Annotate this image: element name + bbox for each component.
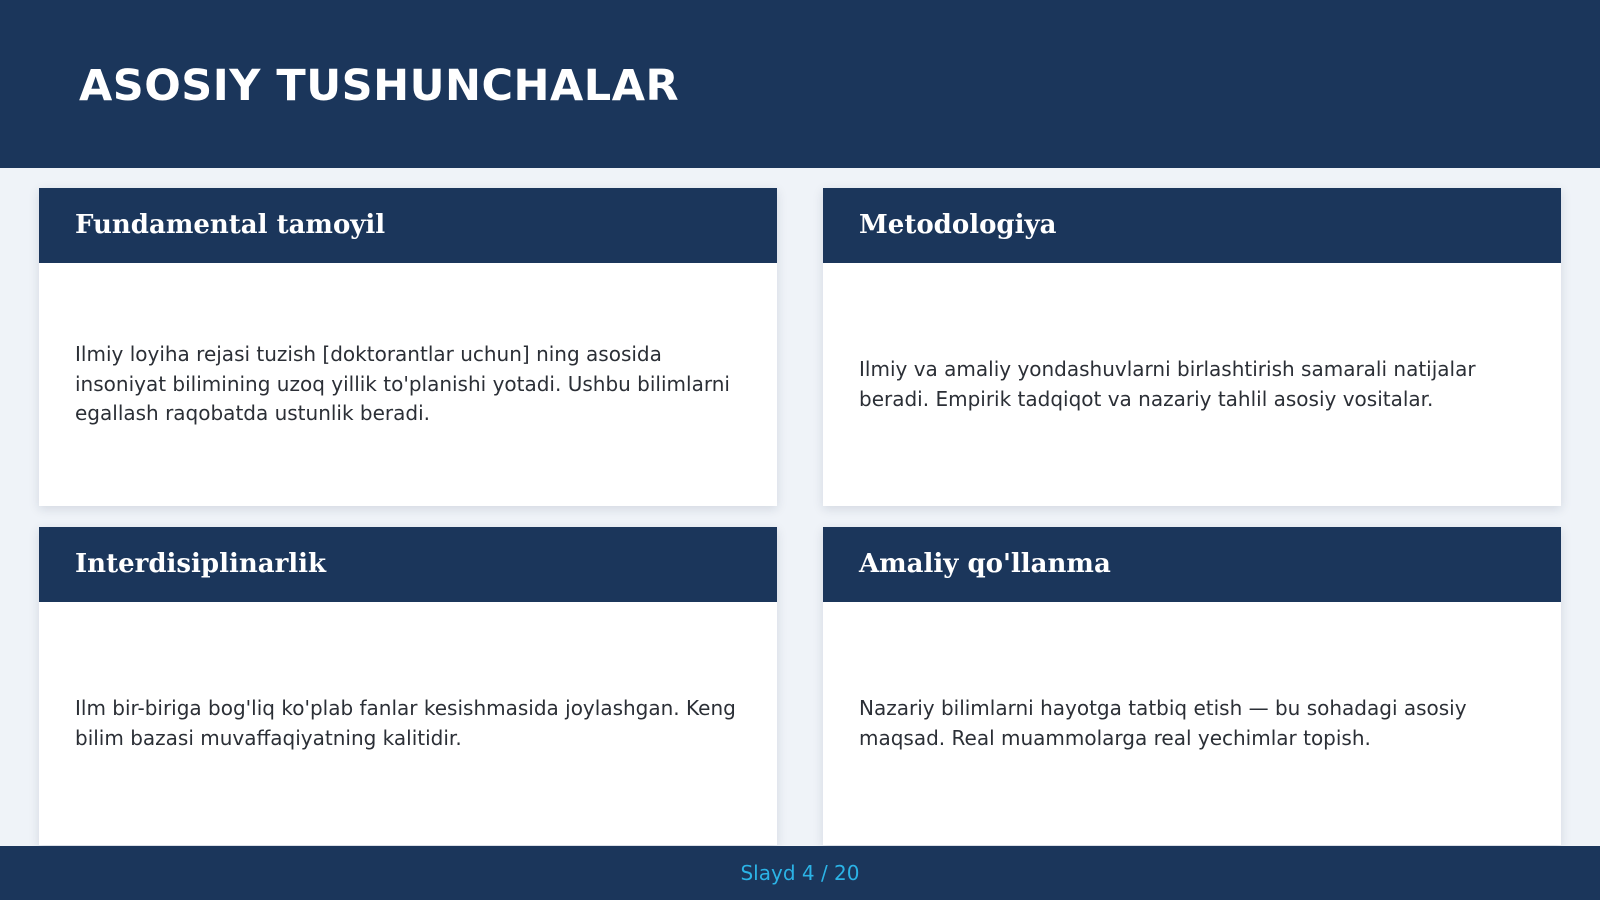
card-text: Nazariy bilimlarni hayotga tatbiq etish — bu sohadagi asosiy maqsad. Real muammolarga real yechimlar topish.: [859, 696, 1467, 750]
card-text: Ilm bir-biriga bog'liq ko'plab fanlar kesishmasida joylashgan. Keng bilim bazasi muvaffaqiyatning kalitidir.: [75, 696, 736, 750]
card-text: Ilmiy loyiha rejasi tuzish [doktorantlar uchun] ning asosida insoniyat bilimining uzoq yillik to'planishi yotadi. Ushbu bilimlarni egallash raqobatda ustunlik beradi.: [75, 342, 730, 426]
card-body: [859, 602, 1525, 845]
slide-title: ASOSIY TUSHUNCHALAR: [79, 61, 680, 111]
concept-card-fundamental: [39, 188, 777, 506]
card-header: [39, 527, 777, 602]
slide-header: [0, 0, 1600, 168]
card-title: Interdisiplinarlik: [75, 549, 327, 579]
card-body: [75, 602, 741, 845]
card-title: Metodologiya: [859, 210, 1057, 240]
card-body: [859, 263, 1525, 506]
slide-footer: [0, 846, 1600, 900]
card-title: Amaliy qo'llanma: [859, 549, 1111, 579]
concept-card-methodology: [823, 188, 1561, 506]
concept-card-interdisciplinary: [39, 527, 777, 845]
card-title: Fundamental tamoyil: [75, 210, 386, 240]
card-header: [823, 188, 1561, 263]
slide-counter: Slayd 4 / 20: [740, 861, 860, 885]
concept-card-practical: [823, 527, 1561, 845]
card-body: [75, 263, 741, 506]
card-header: [823, 527, 1561, 602]
card-text: Ilmiy va amaliy yondashuvlarni birlashtirish samarali natijalar beradi. Empirik tadqiqot va nazariy tahlil asosiy vositalar.: [859, 357, 1476, 411]
card-header: [39, 188, 777, 263]
